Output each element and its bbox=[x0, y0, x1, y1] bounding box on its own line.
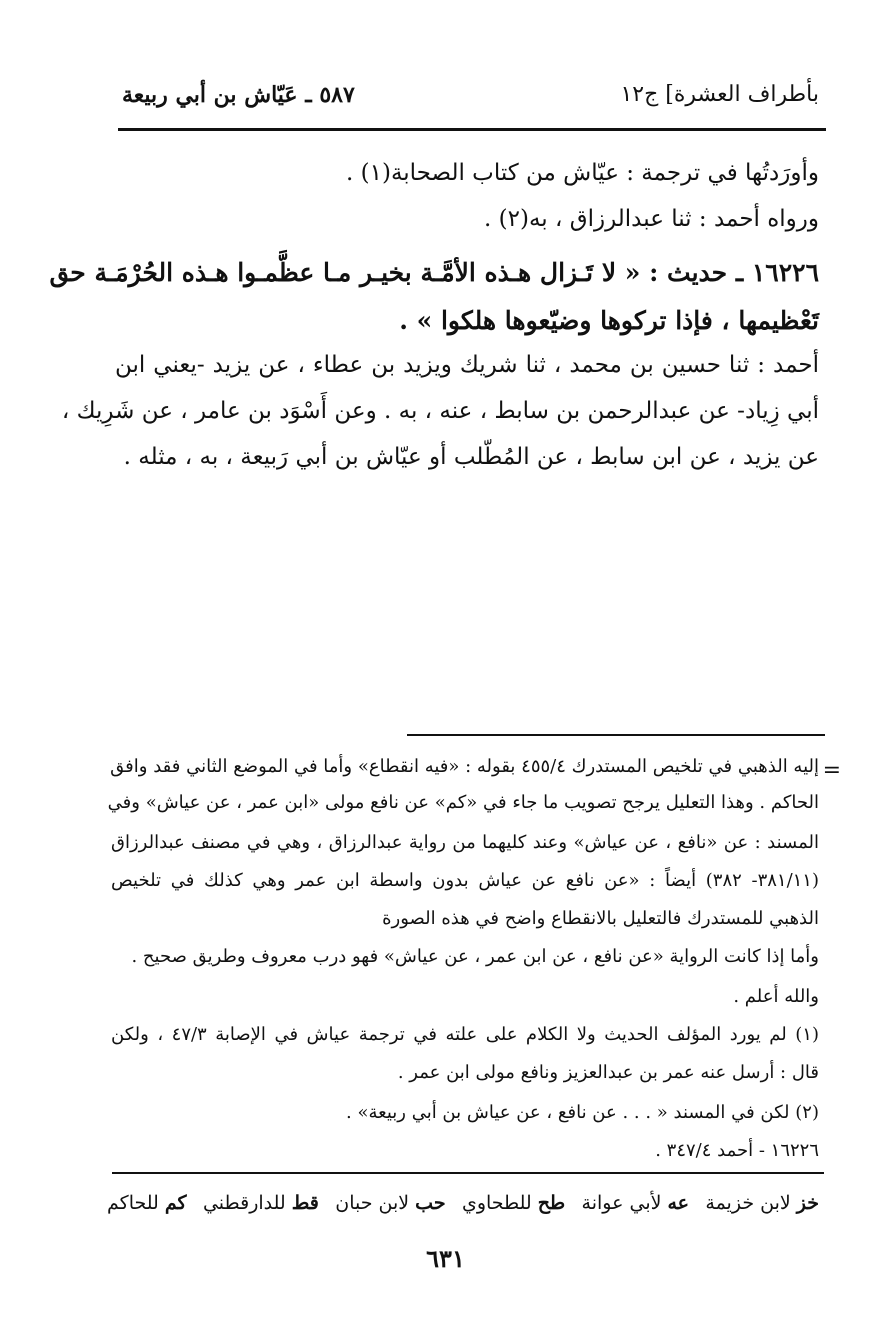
footnote-2: (٢) لكن في المسند « . . . عن نافع ، عن عياش بن أبي ربيعة» . bbox=[346, 1102, 819, 1123]
legend-item: حب لابن حبان bbox=[335, 1192, 446, 1214]
hadith-line-2: تَعْظيمها ، فإذا تركوها وضيّعوها هلكوا » . bbox=[399, 306, 819, 335]
footnote-line-6: وأما إذا كانت الرواية «عن نافع ، عن ابن عمر ، عن عياش» فهو درب معروف وطريق صحيح . bbox=[131, 946, 819, 967]
footnote-1-line-1: (١) لم يورد المؤلف الحديث ولا الكلام على علته في ترجمة عياش في الإصابة ٤٧/٣ ، ولكن bbox=[111, 1024, 819, 1045]
footnote-line-1: إليه الذهبي في تلخيص المستدرك ٤٥٥/٤ بقوله : «فيه انقطاع» وأما في الموضع الثاني فقد وافق bbox=[110, 756, 819, 777]
footnote-reference: ١٦٢٢٦ - أحمد ٣٤٧/٤ . bbox=[655, 1140, 819, 1161]
hadith-line-1: ١٦٢٢٦ ـ حديث : « لا تَـزال هـذه الأمَّـة بخيـر مـا عظَّمـوا هـذه الحُرْمَـة حق bbox=[49, 258, 819, 287]
footnote-divider bbox=[407, 734, 825, 736]
footnote-continuation-mark: = bbox=[822, 758, 841, 783]
abbreviation-legend bbox=[107, 1192, 819, 1214]
legend-divider bbox=[112, 1172, 824, 1174]
footnote-line-3: المسند : عن «نافع ، عن عياش» وعند كليهما من رواية عبدالرزاق ، وهي في مصنف عبدالرزاق bbox=[111, 832, 819, 853]
footnote-1-line-2: قال : أرسل عنه عمر بن عبدالعزيز ونافع مولى ابن عمر . bbox=[397, 1062, 819, 1083]
legend-item: طح للطحاوي bbox=[461, 1192, 566, 1214]
footnote-line-7: والله أعلم . bbox=[733, 986, 819, 1007]
running-header-chapter: ٥٨٧ ـ عَيّاش بن أبي ربيعة bbox=[122, 82, 355, 108]
running-header-book-title: بأطراف العشرة] ج١٢ bbox=[620, 82, 819, 107]
legend-item: عه لأبي عوانة bbox=[581, 1192, 690, 1214]
body-line-2: ورواه أحمد : ثنا عبدالرزاق ، به(٢) . bbox=[484, 206, 819, 232]
isnad-line-3: عن يزيد ، عن ابن سابط ، عن المُطّلب أو عيّاش بن أبي رَبيعة ، به ، مثله . bbox=[123, 444, 819, 470]
isnad-line-1: أحمد : ثنا حسين بن محمد ، ثنا شريك ويزيد بن عطاء ، عن يزيد -يعني ابن bbox=[115, 352, 819, 378]
footnote-line-5: الذهبي للمستدرك فالتعليل بالانقطاع واضح في هذه الصورة bbox=[382, 908, 819, 929]
body-line-1: وأورَدتُها في ترجمة : عيّاش من كتاب الصحابة(١) . bbox=[346, 160, 819, 186]
header-divider bbox=[118, 128, 826, 131]
legend-item: قط للدارقطني bbox=[202, 1192, 319, 1214]
isnad-line-2: أبي زِياد- عن عبدالرحمن بن سابط ، عنه ، به . وعن أَسْوَد بن عامر ، عن شَرِيك ، bbox=[61, 398, 819, 424]
footnote-line-4: (٣٨١/١١- ٣٨٢) أيضاً : «عن نافع عن عياش بدون واسطة ابن عمر وهي كذلك في تلخيص bbox=[111, 870, 819, 891]
legend-item: كم للحاكم bbox=[107, 1192, 187, 1214]
legend-item: خز لابن خزيمة bbox=[705, 1192, 819, 1214]
footnote-line-2: الحاكم . وهذا التعليل يرجح تصويب ما جاء في «كم» عن نافع مولى «ابن عمر ، عن عياش» وفي bbox=[107, 792, 819, 813]
page-number: ٦٣١ bbox=[426, 1244, 465, 1273]
